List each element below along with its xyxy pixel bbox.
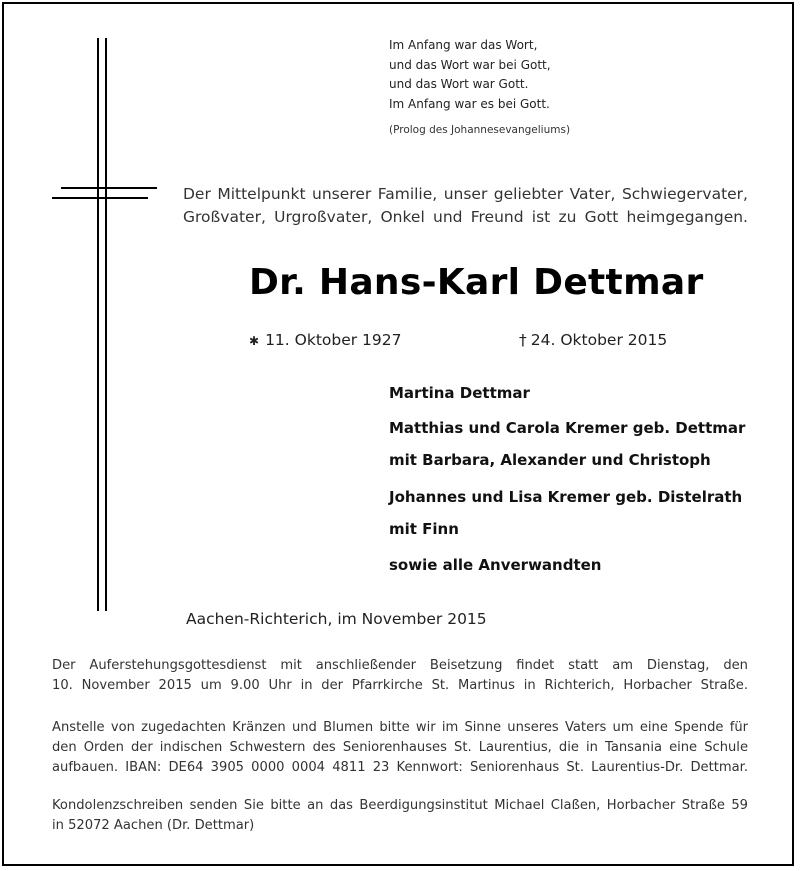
- mourner-line: Martina Dettmar: [389, 384, 530, 402]
- death-date-block: [519, 331, 667, 349]
- mourner-line: mit Finn: [389, 520, 459, 538]
- paragraph-line: Anstelle von zugedachten Kränzen und Blumen bitte wir im Sinne unseres Vaters um eine Spende für: [52, 720, 748, 735]
- deceased-name: Dr. Hans-Karl Dettmar: [249, 262, 704, 303]
- mourner-line: Johannes und Lisa Kremer geb. Distelrath: [389, 488, 743, 506]
- condolence-paragraph: [52, 796, 748, 836]
- intro-line: Der Mittelpunkt unserer Familie, unser geliebter Vater, Schwiegervater,: [183, 185, 748, 203]
- paragraph-line: den Orden der indischen Schwestern des Seniorenhauses St. Laurentius, die in Tansania eine Schule: [52, 740, 748, 755]
- funeral-service-paragraph: [52, 656, 748, 696]
- paragraph-line: Der Auferstehungsgottesdienst mit anschließender Beisetzung findet statt am Dienstag, den: [52, 658, 748, 673]
- verse-source: (Prolog des Johannesevangeliums): [389, 124, 571, 136]
- place-date: Aachen-Richterich, im November 2015: [186, 610, 487, 628]
- paragraph-line: in 52072 Aachen (Dr. Dettmar): [52, 818, 255, 833]
- verse-line: Im Anfang war es bei Gott.: [389, 96, 550, 111]
- paragraph-line: 10. November 2015 um 9.00 Uhr in der Pfarrkirche St. Martinus in Richterich, Horbacher Straße.: [52, 678, 748, 693]
- intro-text: [183, 183, 748, 229]
- mourner-line: mit Barbara, Alexander und Christoph: [389, 451, 711, 469]
- death-date: 24. Oktober 2015: [530, 331, 668, 349]
- mourner-line: Matthias und Carola Kremer geb. Dettmar: [389, 419, 746, 437]
- intro-line: Großvater, Urgroßvater, Onkel und Freund ist zu Gott heimgegangen.: [183, 208, 748, 226]
- mourner-line: sowie alle Anverwandten: [389, 556, 602, 574]
- verse-line: und das Wort war bei Gott,: [389, 57, 551, 72]
- death-cross-icon: †: [519, 331, 527, 349]
- bible-verse: [389, 36, 551, 114]
- birth-date-block: [249, 331, 402, 349]
- paragraph-line: Kondolenzschreiben senden Sie bitte an das Beerdigungsinstitut Michael Claßen, Horbacher Straße 59: [52, 798, 748, 813]
- birth-star-icon: ✱: [249, 334, 260, 348]
- paragraph-line: aufbauen. IBAN: DE64 3905 0000 0004 4811 23 Kennwort: Seniorenhaus St. Laurentius-Dr. Dettmar.: [52, 760, 748, 775]
- verse-line: und das Wort war Gott.: [389, 77, 529, 91]
- birth-date: 11. Oktober 1927: [265, 331, 402, 349]
- verse-line: Im Anfang war das Wort,: [389, 38, 538, 52]
- donation-paragraph: [52, 718, 748, 778]
